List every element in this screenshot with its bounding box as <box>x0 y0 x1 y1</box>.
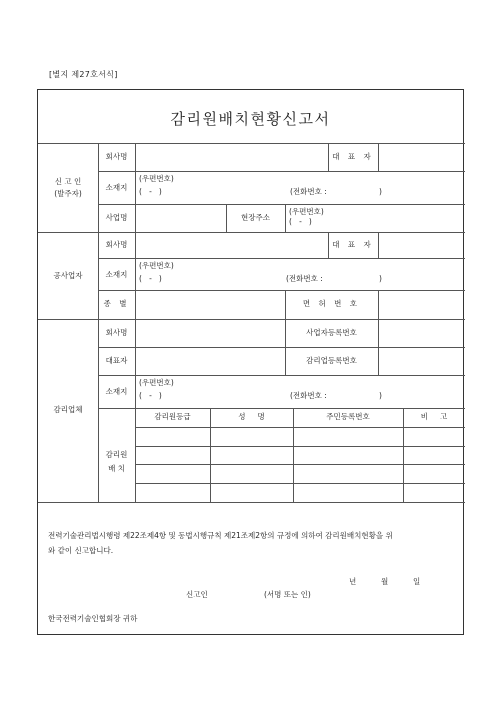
declaration-text: 전력기술관리법시행령 제22조제4항 및 동법시행규칙 제21조제2항의 규정에 의하여 감리원배치현황을 위 <box>48 531 393 540</box>
column-header-remarks: 비 고 <box>420 412 448 421</box>
divider <box>135 446 465 447</box>
recipient: 한국전력기술인협회장 귀하 <box>48 614 138 623</box>
postal-code-field[interactable]: ( - ) <box>139 274 162 283</box>
declarant-signature-label: 신고인 <box>186 590 208 599</box>
ceo-label: 대 표 자 <box>332 240 374 249</box>
phone-label: (전화번호 : <box>290 187 327 196</box>
column-header-name: 성 명 <box>238 412 265 421</box>
address-label: 소재지 <box>105 387 128 396</box>
phone-close: ) <box>379 187 382 196</box>
company-name-label: 회사명 <box>105 240 128 249</box>
project-name-label: 사업명 <box>105 213 128 222</box>
phone-close: ) <box>379 274 382 283</box>
company-name-label: 회사명 <box>105 152 128 161</box>
ceo-label: 대표자 <box>105 356 128 365</box>
divider <box>98 375 465 376</box>
column-header-resident-number: 주민등록번호 <box>326 412 370 421</box>
declarant-company-field[interactable] <box>135 144 328 171</box>
assignment-sublabel: 배 치 <box>108 464 125 473</box>
form-title: 감리원배치현황신고서 <box>170 110 331 128</box>
address-label: 소재지 <box>105 183 128 192</box>
contractor-ceo-field[interactable] <box>379 233 465 258</box>
declarant-label: 신 고 인 <box>54 177 82 186</box>
divider <box>38 502 465 503</box>
site-postal-field[interactable]: ( - ) <box>289 217 312 226</box>
postal-code-label: (우편번호) <box>139 174 174 183</box>
address-label: 소재지 <box>105 270 128 279</box>
divider <box>403 408 404 502</box>
declaration-text-continued: 와 같이 신고합니다. <box>48 546 114 555</box>
divider <box>98 171 465 172</box>
form-number: [별지 제27호서식] <box>49 70 118 79</box>
phone-label: (전화번호 : <box>290 391 327 400</box>
postal-code-label: (우편번호) <box>139 261 174 270</box>
assignment-label: 감리원 <box>105 450 128 459</box>
contractor-label: 공사업자 <box>53 271 83 280</box>
ceo-label: 대 표 자 <box>332 152 374 161</box>
supervisor-ceo-field[interactable] <box>136 348 285 375</box>
month-label: 월 <box>381 577 389 586</box>
divider <box>98 408 465 409</box>
year-label: 년 <box>349 577 357 586</box>
divider <box>135 171 136 204</box>
divider <box>135 483 465 484</box>
postal-code-field[interactable]: ( - ) <box>139 391 162 400</box>
license-number-label: 면 허 번 호 <box>302 299 361 308</box>
signature-field[interactable]: (서명 또는 인) <box>264 590 311 599</box>
site-postal-label: (우편번호) <box>289 207 324 216</box>
supervision-reg-label: 감리업등록번호 <box>306 356 357 365</box>
divider <box>293 408 294 502</box>
divider <box>98 258 465 259</box>
declarant-ceo-field[interactable] <box>379 144 465 171</box>
phone-close: ) <box>379 391 382 400</box>
day-label: 일 <box>413 577 421 586</box>
site-address-label: 현장주소 <box>241 213 270 222</box>
postal-code-label: (우편번호) <box>139 378 174 387</box>
contractor-company-field[interactable] <box>136 233 328 258</box>
postal-code-field[interactable]: ( - ) <box>139 187 162 196</box>
business-reg-label: 사업자등록번호 <box>306 328 357 337</box>
declarant-sublabel: (발주자) <box>54 189 82 198</box>
phone-label: (전화번호 : <box>286 274 323 283</box>
report-form <box>37 89 464 635</box>
supervisor-label: 감리업체 <box>53 405 83 414</box>
license-number-field[interactable] <box>379 291 465 319</box>
business-reg-field[interactable] <box>379 320 465 347</box>
supervisor-company-field[interactable] <box>136 320 285 347</box>
company-name-label: 회사명 <box>105 328 128 337</box>
divider <box>135 427 465 428</box>
project-name-field[interactable] <box>136 205 226 232</box>
divider <box>135 464 465 465</box>
contractor-type-field[interactable] <box>136 291 285 319</box>
column-header-grade: 감리원등급 <box>154 412 191 421</box>
divider <box>210 408 211 502</box>
divider <box>98 143 99 502</box>
type-label: 종 별 <box>103 299 130 308</box>
divider <box>285 204 286 232</box>
supervision-reg-field[interactable] <box>379 348 465 375</box>
